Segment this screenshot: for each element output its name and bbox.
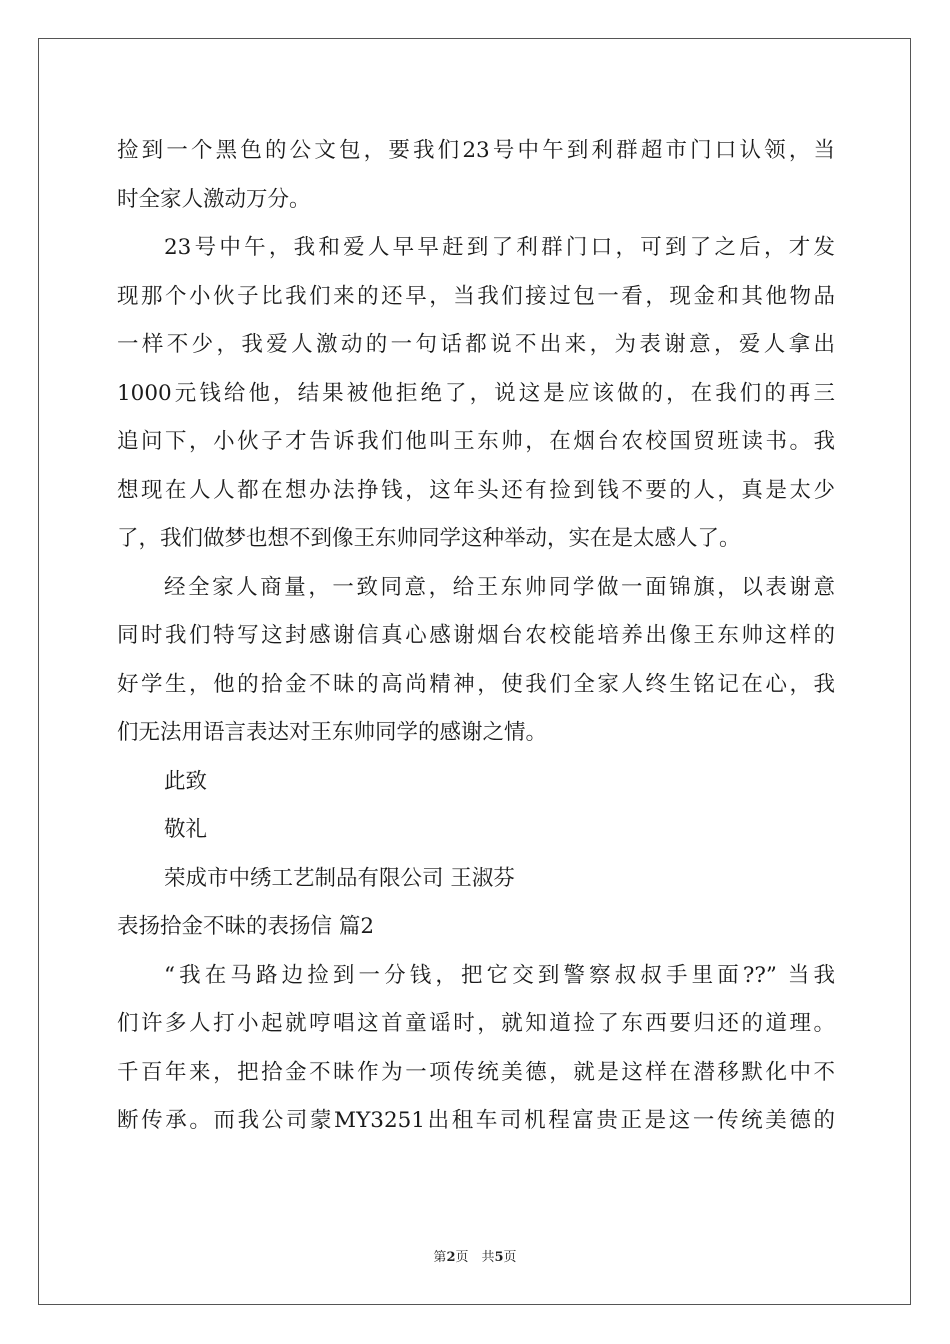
text-line: 时全家人激动万分。 <box>117 186 311 212</box>
document-body <box>117 127 835 1146</box>
text-line: 表扬拾金不昧的表扬信 篇2 <box>117 914 375 939</box>
text-line: 想现在人人都在想办法挣钱，这年头还有捡到钱不要的人，真是太少 <box>117 477 835 503</box>
text-line: 们无法用语言表达对王东帅同学的感谢之情。 <box>117 720 548 745</box>
text-line: 一样不少，我爱人激动的一句话都说不出来，为表谢意，爱人拿出 <box>117 332 835 357</box>
text-line: 现那个小伙子比我们来的还早，当我们接过包一看，现金和其他物品 <box>117 283 835 309</box>
text-line: 捡到一个黑色的公文包，要我们23号中午到利群超市门口认领，当 <box>117 138 835 163</box>
current-page-number: 2 <box>446 1250 456 1265</box>
text-line: 断传承。而我公司蒙MY3251出租车司机程富贵正是这一传统美德的 <box>117 1108 835 1133</box>
text-line: 荣成市中绣工艺制品有限公司 王淑芬 <box>164 865 515 891</box>
text-line: 23号中午，我和爱人早早赶到了利群门口，可到了之后，才发 <box>164 235 835 260</box>
text-line: 们许多人打小起就哼唱这首童谣时，就知道捡了东西要归还的道理。 <box>117 1011 835 1036</box>
text-line: 经全家人商量，一致同意，给王东帅同学做一面锦旗，以表谢意 <box>164 574 835 600</box>
text-line: 敬礼 <box>164 817 208 842</box>
text-line: 此致 <box>164 768 208 794</box>
text-line: “我在马路边捡到一分钱，把它交到警察叔叔手里面??” 当我 <box>164 962 835 988</box>
text-line: 了，我们做梦也想不到像王东帅同学这种举动，实在是太感人了。 <box>117 526 741 551</box>
total-page-count: 5 <box>494 1250 504 1265</box>
text-line: 追问下，小伙子才告诉我们他叫王东帅，在烟台农校国贸班读书。我 <box>117 429 835 454</box>
text-line: 同时我们特写这封感谢信真心感谢烟台农校能培养出像王东帅这样的 <box>117 623 835 648</box>
text-line: 1000元钱给他，结果被他拒绝了，说这是应该做的，在我们的再三 <box>117 380 835 406</box>
footer-suffix: 页 <box>503 1250 517 1265</box>
text-line: 好学生，他的拾金不昧的高尚精神，使我们全家人终生铭记在心，我 <box>117 671 835 697</box>
text-line: 千百年来，把拾金不昧作为一项传统美德，就是这样在潜移默化中不 <box>117 1059 835 1085</box>
page-footer <box>0 1246 950 1265</box>
footer-prefix: 第 <box>433 1250 447 1265</box>
footer-middle: 页 共 <box>455 1250 495 1265</box>
